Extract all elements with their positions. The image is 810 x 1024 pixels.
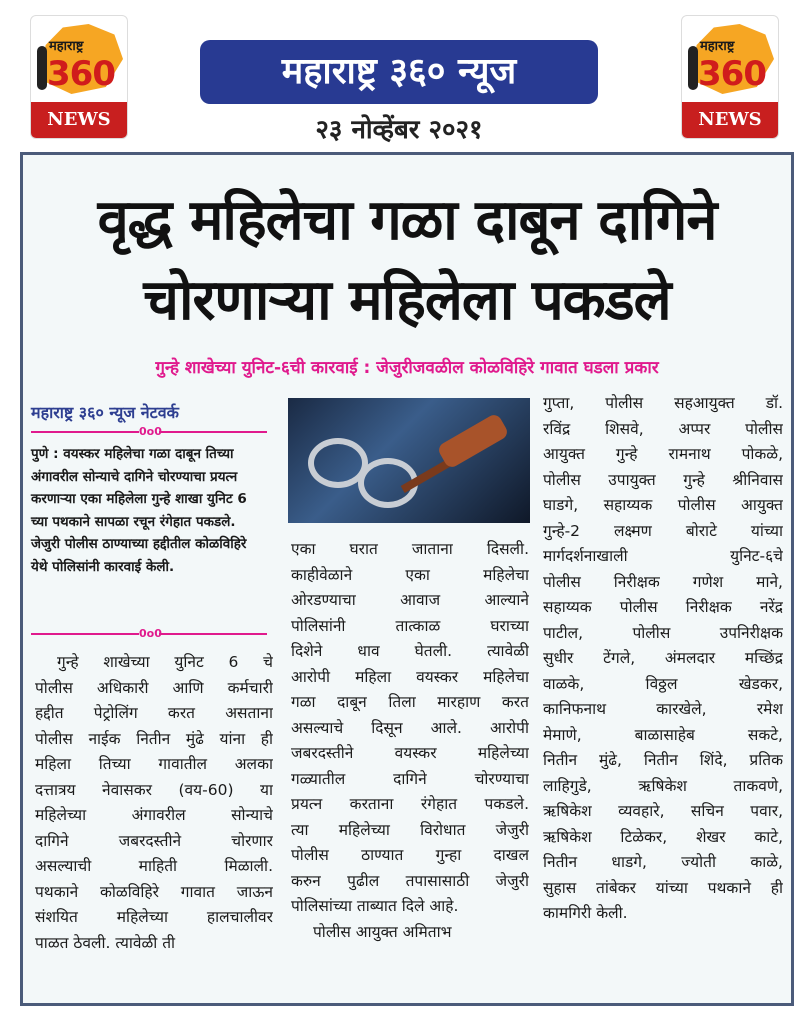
column-2 bbox=[291, 537, 529, 945]
text-line: जबरदस्तीने वयस्कर महिलेच्या bbox=[291, 744, 529, 762]
text-line: घाडगे, सहाय्यक पोलीस आयुक्त bbox=[543, 496, 783, 514]
text-line: गुन्हे शाखेच्या युनिट 6 चे bbox=[57, 653, 273, 671]
text-line: सहाय्यक पोलीस निरीक्षक नरेंद्र bbox=[543, 598, 783, 616]
text-line: रविंद्र शिसवे, अप्पर पोलीस bbox=[543, 419, 783, 438]
text-line: करुन पुढील तपासासाठी जेजुरी bbox=[291, 871, 529, 890]
text-line: दत्तात्रय नेवासकर (वय-60) या bbox=[35, 780, 273, 799]
text-line: सुधीर टेंगले, अंमलदार मच्छिंद्र bbox=[543, 649, 783, 667]
logo-news: NEWS bbox=[31, 102, 127, 138]
column-3 bbox=[543, 391, 783, 927]
text-line: पोलीस नाईक नितीन मुंढे यांना ही bbox=[35, 729, 273, 748]
text-line: नितीन मुंढे, नितीन शिंदे, प्रतिक bbox=[543, 751, 783, 769]
headline-line-2: चोरणाऱ्या महिलेला पकडले bbox=[143, 268, 671, 333]
divider-ornament: 0o0 bbox=[139, 627, 162, 640]
text-line: आयुक्त गुन्हे रामनाथ पोकळे, bbox=[543, 445, 783, 463]
text-line: काहीवेळाने एका महिलेचा bbox=[291, 565, 529, 584]
text-line: महिलेच्या अंगावरील सोन्याचे bbox=[35, 806, 273, 824]
microphone-icon bbox=[688, 46, 698, 90]
masthead-title: महाराष्ट्र ३६० न्यूज bbox=[200, 40, 598, 104]
text-line: पाटील, पोलीस उपनिरीक्षक bbox=[543, 623, 783, 642]
text-line: कामगिरी केली. bbox=[543, 904, 628, 922]
logo-news: NEWS bbox=[682, 102, 778, 138]
article-photo-handcuffs-gavel bbox=[288, 398, 530, 523]
headline-line-1: वृद्ध महिलेचा गळा दाबून दागिने bbox=[97, 188, 717, 253]
text-line: एका घरात जाताना दिसली. bbox=[291, 540, 529, 558]
text-line: ऋषिकेश टिळेकर, शेखर काटे, bbox=[543, 827, 783, 846]
text-line: संशयित महिलेच्या हालचालीवर bbox=[35, 908, 273, 926]
lead-paragraph: पुणे : वयस्कर महिलेचा गळा दाबून तिच्या अंगावरील सोन्याचे दागिने चोरण्याचा प्रयत्न करणाऱ्या एका महिलेला गुन्हे शाखा युनिट 6 च्या पथकाने सापळा रचून रंगेहात पकडले. जेजुरी पोलीस ठाण्याच्या हद्दीतील कोळविहिरे येथे पोलिसांनी कारवाई केली. bbox=[31, 446, 247, 575]
text-line: पोलीस आयुक्त अमिताभ bbox=[313, 922, 452, 941]
text-line: असल्याची माहिती मिळाली. bbox=[35, 857, 273, 875]
text-line: असल्याचे दिसून आले. आरोपी bbox=[291, 718, 529, 737]
text-line: वाळके, विठ्ठल खेडकर, bbox=[543, 674, 783, 693]
subheadline: गुन्हे शाखेच्या युनिट-६ची कारवाई : जेजुरीजवळील कोळविहिरे गावात घडला प्रकार bbox=[155, 358, 659, 378]
text-line: आरोपी महिला वयस्कर महिलेचा bbox=[291, 667, 529, 686]
masthead-date: २३ नोव्हेंबर २०२१ bbox=[315, 115, 483, 145]
text-line: महिला तिच्या गावातील अलका bbox=[35, 755, 273, 773]
text-line: प्रयत्न करताना रंगेहात पकडले. bbox=[291, 795, 529, 813]
text-line: पोलीस उपायुक्त गुन्हे श्रीनिवास bbox=[543, 470, 783, 489]
text-line: लाहिगुडे, ऋषिकेश ताकवणे, bbox=[543, 776, 783, 795]
logo-number: 360 bbox=[698, 54, 766, 94]
text-line: ऋषिकेश व्यवहारे, सचिन पवार, bbox=[543, 802, 783, 820]
divider bbox=[31, 425, 267, 438]
column-1 bbox=[35, 650, 273, 956]
article-box bbox=[20, 152, 794, 1006]
text-line: गळ्यातील दागिने चोरण्याचा bbox=[291, 769, 529, 788]
microphone-icon bbox=[37, 46, 47, 90]
text-line: पोलीस अधिकारी आणि कर्मचारी bbox=[35, 678, 273, 697]
text-line: गुप्ता, पोलीस सहआयुक्त डॉ. bbox=[543, 394, 783, 412]
logo-right bbox=[681, 15, 779, 139]
text-line: पथकाने कोळविहिरे गावात जाऊन bbox=[35, 882, 273, 901]
text-line: पोलिसांच्या ताब्यात दिले आहे. bbox=[291, 897, 459, 915]
logo-number: 360 bbox=[47, 54, 115, 94]
text-line: सुहास तांबेकर यांच्या पथकाने ही bbox=[543, 878, 783, 897]
logo-left bbox=[30, 15, 128, 139]
text-line: पोलीस निरीक्षक गणेश माने, bbox=[543, 572, 783, 591]
text-line: गळा दाबून तिला मारहाण करत bbox=[291, 693, 529, 711]
text-line: गुन्हे-2 लक्ष्मण बोराटे यांच्या bbox=[543, 521, 783, 540]
text-line: पोलिसांनी तात्काळ घराच्या bbox=[291, 616, 529, 635]
text-line: पाळत ठेवली. त्यावेळी ती bbox=[35, 933, 176, 952]
text-line: कानिफनाथ कारखेले, रमेश bbox=[543, 700, 783, 718]
logo-text: महाराष्ट्र bbox=[700, 39, 735, 54]
divider bbox=[31, 627, 267, 640]
text-line: ओरडण्याचा आवाज आल्याने bbox=[291, 591, 529, 609]
text-line: मार्गदर्शनाखाली युनिट-६चे bbox=[543, 547, 783, 565]
byline: महाराष्ट्र ३६० न्यूज नेटवर्क bbox=[31, 403, 179, 422]
text-line: हद्दीत पेट्रोलिंग करत असताना bbox=[35, 704, 273, 722]
text-line: त्या महिलेच्या विरोधात जेजुरी bbox=[291, 820, 529, 839]
text-line: दिशेने धाव घेतली. त्यावेळी bbox=[291, 642, 529, 660]
logo-text: महाराष्ट्र bbox=[49, 39, 84, 54]
text-line: मेमाणे, बाळासाहेब सकटे, bbox=[543, 725, 783, 744]
text-line: नितीन धाडगे, ज्योती काळे, bbox=[543, 853, 783, 871]
text-line: दागिने जबरदस्तीने चोरणार bbox=[35, 831, 273, 850]
divider-ornament: 0o0 bbox=[139, 425, 162, 438]
text-line: पोलीस ठाण्यात गुन्हा दाखल bbox=[291, 846, 529, 864]
